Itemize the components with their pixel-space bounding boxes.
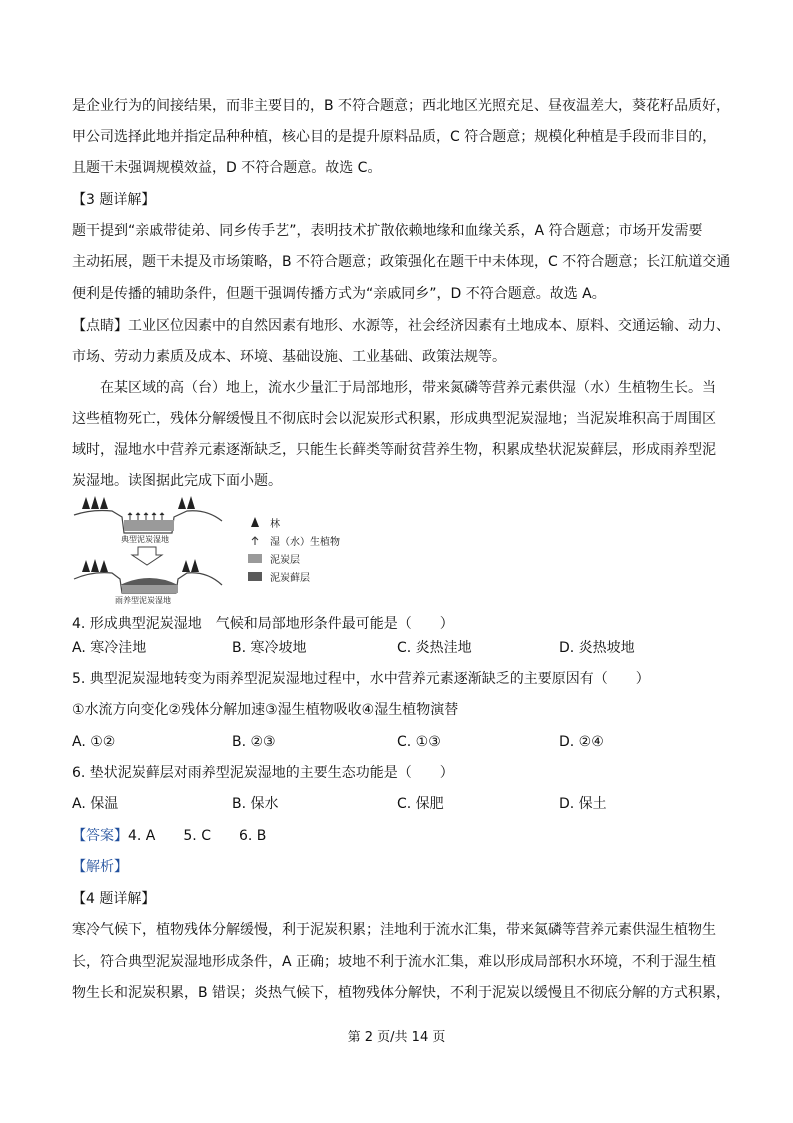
q5-option-d: D. ②④ xyxy=(559,734,604,750)
answer-line xyxy=(72,826,266,846)
diagram-legend xyxy=(248,513,368,585)
forest-legend-icon xyxy=(248,516,262,528)
diagram-label-typical: 典型泥炭湿地 xyxy=(121,535,169,544)
q4-option-a: A. 寒冷洼地 xyxy=(72,640,147,656)
peat-layer-swatch xyxy=(248,554,262,563)
forest-icon xyxy=(82,496,195,509)
q6-option-d: D. 保土 xyxy=(559,796,607,812)
q4-option-c: C. 炎热洼地 xyxy=(397,640,472,656)
text-line: 市场、劳动力素质及成本、环境、基础设施、工业基础、政策法规等。 xyxy=(72,349,506,365)
text-line: 主动拓展，题干未提及市场策略，B 不符合题意；政策强化在题干中未体现，C 不符合题意；长江航道交通 xyxy=(72,254,731,270)
question-5-stem: 5. 典型泥炭湿地转变为雨养型泥炭湿地过程中，水中营养元素逐渐缺乏的主要原因有（ ） xyxy=(72,671,650,687)
q5-option-a: A. ①② xyxy=(72,734,116,750)
question-5-items: ①水流方向变化②残体分解加速③湿生植物吸收④湿生植物演替 xyxy=(72,702,459,718)
legend-label-forest: 林 xyxy=(270,518,280,530)
text-line: 域时，湿地水中营养元素逐渐缺乏，只能生长藓类等耐贫营养生物，积累成垫状泥炭藓层，形成雨养型泥 xyxy=(72,442,716,458)
peat-layer-top xyxy=(124,520,174,531)
peat-moss-swatch xyxy=(248,572,262,581)
wetland-plant-legend-icon xyxy=(248,534,262,546)
section-heading: 【3 题详解】 xyxy=(72,192,156,208)
q6-option-b: B. 保水 xyxy=(232,796,279,812)
question-6-stem: 6. 垫状泥炭藓层对雨养型泥炭湿地的主要生态功能是（ ） xyxy=(72,765,454,781)
q6-option-a: A. 保温 xyxy=(72,796,119,812)
answer-label: 【答案】 xyxy=(72,828,128,844)
transition-arrow xyxy=(132,547,162,565)
answer-text: 4. A 5. C 6. B xyxy=(128,828,267,844)
text-line: 甲公司选择此地并指定品种种植，核心目的是提升原料品质，C 符合题意；规模化种植是手段而非目的， xyxy=(72,129,717,145)
text-line: 题干提到“亲戚带徒弟、同乡传手艺”，表明技术扩散依赖地缘和血缘关系，A 符合题意；市场开发需要 xyxy=(72,223,703,239)
text-line: 物生长和泥炭积累，B 错误；炎热气候下，植物残体分解快，不利于泥炭以缓慢且不彻底分解的方式积累， xyxy=(72,985,731,1001)
page-footer: 第 2 页/共 14 页 xyxy=(347,1030,446,1045)
q5-option-c: C. ①③ xyxy=(397,734,441,750)
peat-layer-bottom xyxy=(122,585,178,593)
text-line: 寒冷气候下，植物残体分解缓慢，利于泥炭积累；洼地利于流水汇集，带来氮磷等营养元素供湿生植物生 xyxy=(72,922,716,938)
q4-option-d: D. 炎热坡地 xyxy=(559,640,635,656)
text-line: 是企业行为的间接结果，而非主要目的，B 不符合题意；西北地区光照充足、昼夜温差大，葵花籽品质好， xyxy=(72,98,731,114)
analysis-label: 【解析】 xyxy=(72,859,128,875)
text-line: 在某区域的高（台）地上，流水少量汇于局部地形，带来氮磷等营养元素供湿（水）生植物生长。当 xyxy=(100,380,716,396)
peat-moss-layer xyxy=(120,578,178,585)
text-line: 炭湿地。读图据此完成下面小题。 xyxy=(72,473,282,489)
question-4-stem: 4. 形成典型泥炭湿地 气候和局部地形条件最可能是（ ） xyxy=(72,616,454,632)
q5-option-b: B. ②③ xyxy=(232,734,276,750)
legend-label-peat: 泥炭层 xyxy=(270,554,300,566)
text-line: 这些植物死亡，残体分解缓慢且不彻底时会以泥炭形式积累，形成典型泥炭湿地；当泥炭堆积高于周围区 xyxy=(72,411,716,427)
text-line: 【点睛】工业区位因素中的自然因素有地形、水源等，社会经济因素有土地成本、原料、交通运输、动力、 xyxy=(72,318,730,334)
text-line: 便利是传播的辅助条件，但题干强调传播方式为“亲戚同乡”，D 不符合题意。故选 A。 xyxy=(72,286,606,302)
legend-label-peat-moss: 泥炭藓层 xyxy=(270,572,310,584)
q6-option-c: C. 保肥 xyxy=(397,796,444,812)
q4-option-b: B. 寒冷坡地 xyxy=(232,640,307,656)
diagram-label-rain-fed: 雨养型泥炭湿地 xyxy=(115,596,171,605)
section-heading: 【4 题详解】 xyxy=(72,891,156,907)
text-line: 长，符合典型泥炭湿地形成条件，A 正确；坡地不利于流水汇集，难以形成局部积水环境，不利于湿生植 xyxy=(72,954,717,970)
legend-label-wetland-plant: 湿（水）生植物 xyxy=(270,536,340,548)
wetland-plant-icon xyxy=(128,513,164,520)
text-line: 且题干未强调规模效益，D 不符合题意。故选 C。 xyxy=(72,160,382,176)
